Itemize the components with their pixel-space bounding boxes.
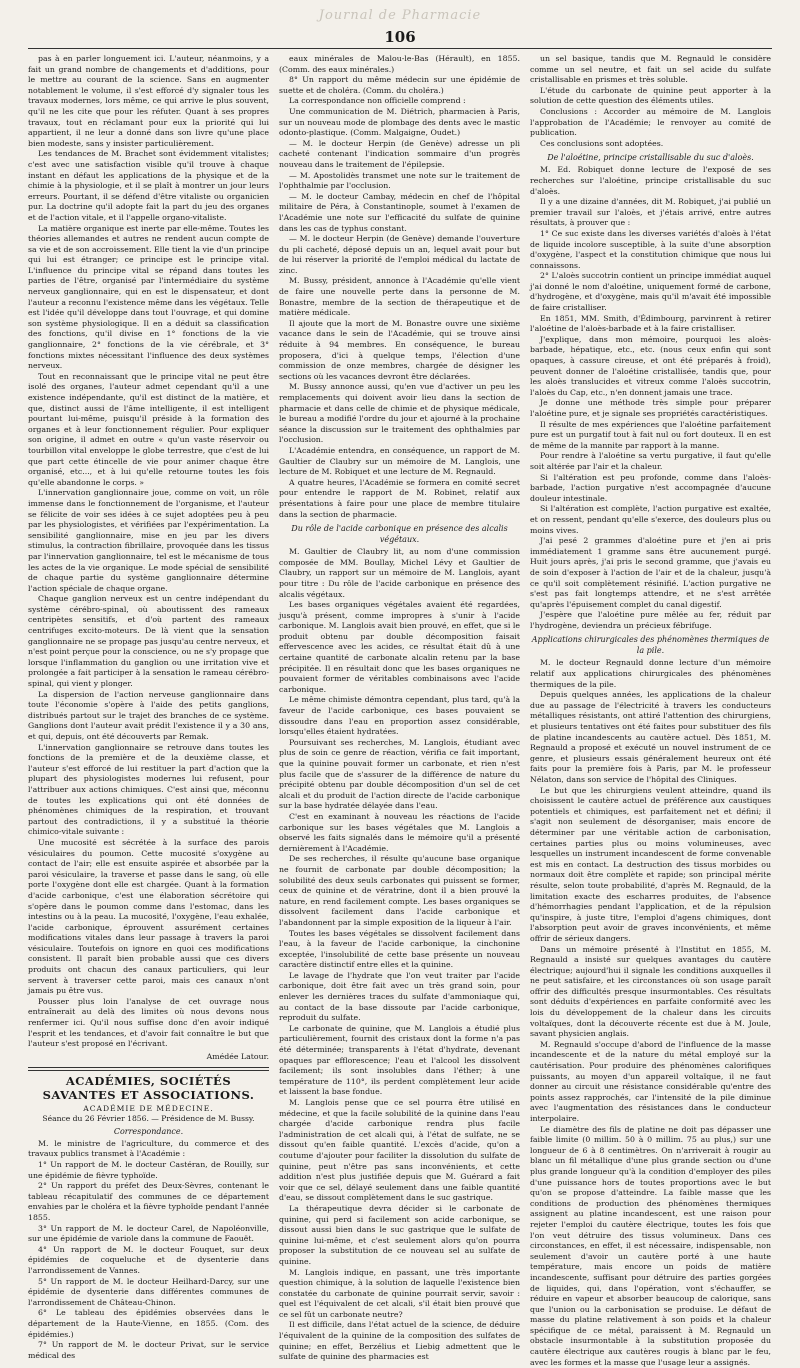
header-rule <box>28 48 772 49</box>
column-3 <box>530 54 771 1367</box>
paragraph: C'est en examinant à nouveau les réactions de l'acide carbonique sur les bases végétales que M. Langlois a observé les faits signalés dans le mémoire qu'il a présenté dernièrement à l'Académie. <box>279 811 520 853</box>
paragraph: Chaque ganglion nerveux est un centre indépendant du système cérébro-spinal, où aboutissent des rameaux centripètes sensitifs, et d'où partent des rameaux centrifuges excito-moteurs. De là vient que la sensation ganglionnaire ne se propage pas jusqu'au centre nerveux, et n'est point perçue pour la conscience, ou ne s'y propage que lorsque l'inflammation du ganglion ou une irritation vive et prolongée a fait participer à la sensation le rameau cérébro-spinal, qui vient y plonger. <box>28 594 269 689</box>
paragraph: 5° Un rapport de M. le docteur Heilhard-Darcy, sur une épidémie de dysenterie dans différentes communes de l'arrondissement de Château-Chinon. <box>28 1276 269 1307</box>
paragraph: — M. le docteur Herpin (de Genève) adresse un pli cacheté contenant l'indication sommaire d'un progrès nouveau dans le traitement de l'épilepsie. <box>279 138 520 169</box>
paragraph: un sel basique, tandis que M. Regnauld le considère comme un sel neutre, et fait un sel acide du sulfate cristallisable en prismes et très soluble. <box>530 54 771 85</box>
paragraph: La thérapeutique devra décider si le carbonate de quinine, qui perd si facilement son acide carbonique, se dissout aussi bien dans le suc gastrique que le sulfate de quinine lui-même, et c'est seulement alors qu'on pourra proposer la substitution de ce nouveau sel au sulfate de quinine. <box>279 1203 520 1266</box>
paragraph: 8° Un rapport du même médecin sur une épidémie de suette et de choléra. (Comm. du choléra.) <box>279 75 520 95</box>
paragraph: 6° Le tableau des épidémies observées dans le département de la Haute-Vienne, en 1855. (Com. des épidémies.) <box>28 1308 269 1339</box>
paragraph: — M. le docteur Herpin (de Genève) demande l'ouverture du pli cacheté, déposé depuis un an, lequel avait pour but de lui réserver la priorité de l'emploi médical du lactate de zinc. <box>279 234 520 275</box>
paragraph: Poursuivant ses recherches, M. Langlois, étudiant avec plus de soin ce genre de réaction, vérifia ce fait important, que la quinine pouvait former un carbonate, et rien n'est plus facile que de s'assurer de la différence de nature du précipité obtenu par double décomposition d'un sel de cet alcali et du produit de l'action directe de l'acide carbonique sur la base hydratée délayée dans l'eau. <box>279 737 520 811</box>
paragraph: Les tendances de M. Brachet sont évidemment vitalistes; c'est avec une satisfaction visible qu'il trouve à chaque instant en défaut les applications de la physique et de la chimie à la physiologie, et il se plaît à montrer un jour leurs erreurs. Pourtant, il se défend d'être vitaliste ou organicien pur. La doctrine qu'il adopte fait la part du jeu des organes et de l'action vitale, et il l'appelle organo-vitaliste. <box>28 149 269 222</box>
page-number: 106 <box>384 28 416 46</box>
paragraph: Le lavage de l'hydrate que l'on veut traiter par l'acide carbonique, doit être fait avec un très grand soin, pour enlever les dernières traces du sulfate d'ammoniaque qui, au contact de la base dissoute par l'acide carbonique, reproduit du sulfate. <box>279 970 520 1023</box>
column-1 <box>28 54 269 1360</box>
paragraph: Le carbonate de quinine, que M. Langlois a étudié plus particulièrement, fournit des cristaux dont la forme n'a pas été déterminée; transparents à l'état d'hydrate, devenant opaques par efflorescence; l'eau et l'alcool les dissolvent facilement; ils sont insolubles dans l'éther; à une température de 110°, ils perdent complètement leur acide et laissent la base fondue. <box>279 1023 520 1097</box>
paragraph: M. le ministre de l'agriculture, du commerce et des travaux publics transmet à l'Académie : <box>28 1138 269 1159</box>
paragraph: M. Regnauld s'occupe d'abord de l'influence de la masse incandescente et de la nature du métal employé sur la cautérisation. Pour produire des phénomènes calorifiques puissants, au moyen d'un appareil voltaïque, il ne faut donner au circuit une résistance considérable qu'entre des points assez rapprochés, car l'intensité de la pile diminue avec l'augmentation des résistances dans le conducteur interpolaire. <box>530 1039 771 1123</box>
paragraph: 1° Ce suc existe dans les diverses variétés d'aloès à l'état de liquide incolore susceptible, à la suite d'une absorption d'oxygène, l'aspect et la constitution chimique que nous lui connaissons. <box>530 228 771 270</box>
paragraph: La matière organique est inerte par elle-même. Toutes les théories allemandes et autres ne rendent aucun compte de sa vie et de son accroissement. Elle tient la vie d'un principe qui lui est étranger; ce principe est le principe vital. L'influence du principe vital se répand dans toutes les parties de l'être, organisé par l'intermédiaire du système nerveux ganglionnaire, qui en est le dispensateur, et dont l'auteur a reconnu l'existence même dans les végétaux. Telle est l'idée qu'il développe dans tout l'ouvrage, et qui domine son système physiologique. Il en a déduit sa classification des fonctions, qu'il divise en 1° fonctions de la vie ganglionnaire, 2° fonctions de la vie cérébrale, et 3° fonctions mixtes nécessitant l'influence des deux systèmes nerveux. <box>28 223 269 371</box>
paragraph: Tout en reconnaissant que le principe vital ne peut être isolé des organes, l'auteur admet cependant qu'il a une existence indépendante, qu'il est distinct de la matière, et que, distinct aussi de l'âme intelligente, il est intelligent pourtant lui-même, puisqu'il préside à la formation des organes et à leur fonctionnement régulier. Pour expliquer son origine, il admet en outre « qu'un vaste réservoir ou tourbillon vital enveloppe le globe terrestre, que c'est de lui que part cette étincelle de vie pour animer chaque être organisé, etc..., et à lui qu'elle retourne toutes les fois qu'elle abandonne le corps. » <box>28 371 269 487</box>
subsection-heading: Applications chirurgicales des phénomènes thermiques de la pile. <box>531 635 770 656</box>
subsection-heading: Du rôle de l'acide carbonique en présence des alcalis végétaux. <box>291 524 508 545</box>
subsection-heading: Correspondance. <box>113 1126 184 1136</box>
column-2 <box>279 54 520 1362</box>
paragraph: 1° Un rapport de M. le docteur Castéran, de Rouilly, sur une épidémie de fièvre typhoïde. <box>28 1160 269 1180</box>
paragraph: Les bases organiques végétales avaient été regardées, jusqu'à présent, comme impropres à s'unir à l'acide carbonique. M. Langlois avait bien prouvé, en effet, que si le produit obtenu par double décomposition faisait effervescence avec les acides, ce résultat était dû à une certaine quantité de carbonate alcalin retenu par la base précipitée. Il en résultait donc que les bases organiques ne pouvaient former de véritables combinaisons avec l'acide carbonique. <box>279 600 520 694</box>
section-title: ACADÉMIES, SOCIÉTÉS SAVANTES ET ASSOCIATIONS. <box>42 1073 255 1102</box>
paragraph: 3° Un rapport de M. le docteur Carel, de Napoléonville, sur une épidémie de variole dans la commune de Faouët. <box>28 1223 269 1244</box>
paragraph: Il y a une dizaine d'années, dit M. Robiquet, j'ai publié un premier travail sur l'aloès, et j'étais arrivé, entre autres résultats, à prouver que : <box>530 197 771 228</box>
show-through-header: Journal de Pharmacie <box>318 8 482 23</box>
paragraph: — M. le docteur Cambay, médecin en chef de l'hôpital militaire de Péra, à Constantinople, soumet à l'examen de l'Académie une note sur l'efficacité du sulfate de quinine dans les cas de typhus constant. <box>279 191 520 233</box>
paragraph: eaux minérales de Malou-le-Bas (Hérault), en 1855. (Comm. des eaux minérales.) <box>279 54 520 74</box>
paragraph: M. Langlois pense que ce sel pourra être utilisé en médecine, et que la facile solubilité de la quinine dans l'eau chargée d'acide carbonique rendra plus facile l'administration de cet alcali qui, à l'état de sulfate, ne se dissout qu'en faible quantité. L'excès d'acide, qu'on a coutume d'ajouter pour faciliter la dissolution du sulfate de quinine, peut n'être pas sans inconvénients, et cette addition n'est plus justifiée depuis que M. Guérard a fait voir que ce sel, délayé seulement dans une faible quantité d'eau, se dissout complètement dans le suc gastrique. <box>279 1098 520 1203</box>
paragraph: L'Académie entendra, en conséquence, un rapport de M. Gaultier de Claubry sur un mémoire de M. Langlois, une lecture de M. Robiquet et une lecture de M. Regnauld. <box>279 445 520 477</box>
columns <box>28 54 772 1367</box>
paragraph: 7° Un rapport de M. le docteur Privat, sur le service médical des <box>28 1340 269 1360</box>
paragraph: La correspondance non officielle comprend : <box>289 96 466 106</box>
paragraph: Une mucosité est sécrétée à la surface des parois vésiculaires du poumon. Cette mucosité s'oxygène au contact de l'air; elle est ensuite aspirée et absorbée par la paroi vésiculaire, la traverse et passe dans le sang, où elle porte l'oxygène dont elle est chargée. Quant à la formation d'acide carbonique, c'est une élaboration sécrétoire qui s'opère dans le poumon comme dans l'estomac, dans les intestins ou à la peau. La mucosité, l'oxygène, l'eau exhalée, l'acide carbonique, éprouvent assurément certaines modifications vitales dans leur passage à travers la paroi vésiculaire. Toutefois on ignore en quoi ces modifications consistent. Il paraît bien probable aussi que ces divers produits ont chacun des canaux particuliers, qui leur servent à traverser cette paroi, mais ces canaux n'ont jamais pu être vus. <box>28 837 269 996</box>
paragraph: De ses recherches, il résulte qu'aucune base organique ne fournit de carbonate par double décomposition; la solubilité des deux seuls carbonates qui puissent se former, ceux de quinine et de vératrine, dont il a bien prouvé la nature, en rend facilement compte. Les bases organiques se dissolvent facilement dans l'acide carbonique et l'abandonnent par la simple exposition de la liqueur à l'air. <box>279 854 520 927</box>
paragraph: La dispersion de l'action nerveuse ganglionnaire dans toute l'économie s'opère à l'aide des petits ganglions, distribués partout sur le trajet des branches de ce système. Ganglions dont l'auteur avait prédit l'existence il y a 30 ans, et qui, depuis, ont été découverts par Remak. <box>28 689 269 741</box>
paragraph: L'étude du carbonate de quinine peut apporter à la solution de cette question des éléments utiles. <box>530 85 771 106</box>
paragraph: Conclusions : Accorder au mémoire de M. Langlois l'approbation de l'Académie; le renvoyer au comité de publication. <box>530 106 771 138</box>
section-rule <box>28 1070 269 1071</box>
paragraph: En 1851, MM. Smith, d'Édimbourg, parvinrent à retirer l'aloétine de l'aloès-barbade et à la faire cristalliser. <box>530 313 771 334</box>
paragraph: J'espère que l'aloétine pure mêlée au fer, réduit par l'hydrogène, deviendra un précieux fébrifuge. <box>530 610 771 630</box>
paragraph: J'ai pesé 2 grammes d'aloétine pure et j'en ai pris immédiatement 1 gramme sans être aucunement purgé. Huit jours après, j'ai pris le second gramme, que j'avais eu de soin d'exposer à l'action de l'air et de la chaleur, jusqu'à ce qu'il soit complètement résinifié. L'action purgative ne s'est pas fait longtemps attendre, et ne s'est arrêtée qu'après l'épuisement complet du canal digestif. <box>530 536 771 609</box>
paragraph: Il résulte de mes expériences que l'aloétine parfaitement pure est un purgatif tout à fait nul ou fort douteux. Il en est de même de la mannite par rapport à la manne. <box>530 419 771 450</box>
paragraph: M. Bussy annonce aussi, qu'en vue d'activer un peu les remplacements qui doivent avoir lieu dans la section de pharmacie et dans celle de chimie et de physique médicale, le bureau a modifié l'ordre du jour et ajourné à la prochaine séance la discussion sur le traitement des ophthalmies par l'occlusion. <box>279 382 520 445</box>
paragraph: M. le docteur Regnauld donne lecture d'un mémoire relatif aux applications chirurgicales des phénomènes thermiques de la pile. <box>530 658 771 689</box>
paragraph: Ces conclusions sont adoptées. <box>540 138 664 148</box>
paragraph: Si l'altération est peu profonde, comme dans l'aloès-barbade, l'action purgative n'est accompagnée d'aucune douleur intestinale. <box>530 472 771 503</box>
paragraph: L'innervation ganglionnaire joue, comme on voit, un rôle immense dans le fonctionnement de l'organisme, et l'auteur se félicite de voir ses idées à ce sujet adoptées peu à peu par les physiologistes, et vérifiées par l'expérimentation. La sensibilité ganglionnaire, mise en jeu par les divers stimulus, la contraction fibrillaire, provoquée dans les tissus par l'innervation ganglionnaire, tel est le mécanisme de tous les actes de la vie organique. Le mode spécial de sensibilité de chaque partie du système ganglionnaire détermine l'action spéciale de chaque organe. <box>28 488 269 593</box>
paragraph: Il est difficile, dans l'état actuel de la science, de déduire l'équivalent de la quinine de la composition des sulfates de quinine; en effet, Berzélius et Liebig admettent que le sulfate de quinine des pharmacies est <box>279 1320 520 1362</box>
paragraph: M. Gaultier de Claubry lit, au nom d'une commission composée de MM. Boullay, Michel Lévy et Gaultier de Claubry, un rapport sur un mémoire de M. Langlois, ayant pour titre : Du rôle de l'acide carbonique en présence des alcalis végétaux. <box>279 547 520 599</box>
paragraph: — M. Apostolidès transmet une note sur le traitement de l'ophthalmie par l'occlusion. <box>279 170 520 191</box>
academy-heading: ACADÉMIE DE MÉDECINE. <box>83 1103 214 1113</box>
paragraph: M. Bussy, président, annonce à l'Académie qu'elle vient de faire une nouvelle perte dans la personne de M. Bonastre, membre de la section de thérapeutique et de matière médicale. <box>279 276 520 318</box>
subsection-heading: De l'aloétine, principe cristallisable du suc d'aloès. <box>547 153 754 163</box>
paragraph: Pousser plus loin l'analyse de cet ouvrage nous entraînerait au delà des limites où nous devons nous renfermer ici. Qu'il nous suffise donc d'en avoir indiqué l'esprit et les tendances, et d'avoir fait connaître le but que l'auteur s'est proposé en l'écrivant. <box>28 996 269 1049</box>
paragraph: Le diamètre des fils de platine ne doit pas dépasser une faible limite (0 millim. 50 à 0 millim. 75 au plus,) sur une longueur de 6 à 8 centimètres. On n'arriverait à rougir au blanc un fil métallique d'une plus grande section ou d'une plus grande longueur qu'à la condition d'employer des piles d'une puissance hors de toutes proportions avec le but qu'on se propose d'atteindre. La faible masse que les conditions de production des phénomènes thermiques assignent au platine incandescent, est une raison pour rejeter l'emploi du cautère électrique, toutes les fois que l'on veut détruire des tissus volumineux. Dans ces circonstances, en effet, il est nécessaire, indispensable, non seulement d'avoir un cautère porté à une haute température, mais encore un poids de matière incandescente, suffisant pour détruire des parties gorgées de liquides, qui, dans l'opération, vont s'échauffer, se réduire en vapeur et absorber beaucoup de calorique, sans que l'union ou la carbonisation se produise. Le défaut de masse du platine relativement à son poids et la chaleur spécifique de ce métal, paraissent à M. Regnauld un obstacle insurmontable à la substitution proposée du cautère électrique aux cautères rougis à blanc par le feu, avec les formes et la masse que l'usage leur a assignés. <box>530 1124 771 1367</box>
paragraph: 2° Un rapport du préfet des Deux-Sèvres, contenant le tableau récapitulatif des communes de ce département envahies par le choléra et la fièvre typhoïde pendant l'année 1855. <box>28 1181 269 1222</box>
paragraph: 2° L'aloès succotrin contient un principe immédiat auquel j'ai donné le nom d'aloétine, uniquement formé de carbone, d'hydrogène, et d'oxygène, mais qu'il m'avait été impossible de faire cristalliser. <box>530 271 771 313</box>
paragraph: 4° Un rapport de M. le docteur Fouquet, sur deux épidémies de coqueluche et de dysenterie dans l'arrondissement de Vannes. <box>28 1244 269 1275</box>
paragraph: Depuis quelques années, les applications de la chaleur due au passage de l'électricité à travers les conducteurs métalliques résistants, ont attiré l'attention des chirurgiens, et plusieurs tentatives ont été faites pour substituer des fils de platine incandescents au cautère actuel. Dès 1851, M. Regnauld a proposé et exécuté un nouvel instrument de ce genre, et plusieurs essais généralement heureux ont été faits pour la première fois à Paris, par M. le professeur Nélaton, dans son service de l'hôpital des Cliniques. <box>530 690 771 784</box>
section-rule <box>28 1067 269 1068</box>
paragraph: Je donne une méthode très simple pour préparer l'aloétine pure, et je signale ses propriétés caractéristiques. <box>530 398 771 418</box>
paragraph: L'innervation ganglionnaire se retrouve dans toutes les fonctions de la première et de la deuxième classe, et l'auteur s'est efforcé de lui restituer la part d'action que la plupart des physiologistes modernes lui refusent, pour l'attribuer aux actions chimiques. C'est ainsi que, méconnu de toutes les explications qui ont été données de phénomènes chimiques de la respiration, et trouvant partout des contradictions, il y a substitué la théorie chimico-vitale suivante : <box>28 742 269 837</box>
paragraph: Il ajoute que la mort de M. Bonastre ouvre une sixième vacance dans le sein de l'Académie, qui se trouve ainsi réduite à 94 membres. En conséquence, le bureau proposera, d'ici à quelque temps, l'élection d'une commission de onze membres, chargée de désigner les sections où les vacances devront être déclarées. <box>279 318 520 381</box>
paragraph: Pour rendre à l'aloétine sa vertu purgative, il faut qu'elle soit altérée par l'air et la chaleur. <box>530 451 771 471</box>
session-line: Séance du 26 Février 1856. — Présidence de M. Bussy. <box>42 1113 255 1123</box>
paragraph: Toutes les bases végétales se dissolvent facilement dans l'eau, à la faveur de l'acide carbonique, la cinchonine exceptée, l'insolubilité de cette base présente un nouveau caractère distinctif entre elles et la quinine. <box>279 928 520 970</box>
author-signature: Amédée Latour. <box>206 1051 269 1061</box>
paragraph: Le but que les chirurgiens veulent atteindre, quand ils choisissent le cautère actuel de préférence aux caustiques potentiels et chimiques, est parfaitement net et défini; il s'agit non seulement de désorganiser, mais encore de déterminer par une véritable action de carbonisation, certaines parties plus ou moins volumineuses, avec lesquelles un instrument incandescent de forme convenable est mis en contact. La destruction des tissus morbides ou normaux doit être complète et rapide; son principal mérite résulte, selon toute probabilité, d'après M. Regnauld, de la limitation exacte des escharres produites, de l'absence d'hémorrhagies pendant l'application, et de la répulsion qu'inspire, à juste titre, l'emploi d'agens chimiques, dont l'absorption peut avoir de graves inconvénients, et même offrir de sérieux dangers. <box>530 785 771 943</box>
paragraph: Dans un mémoire présenté à l'Institut en 1855, M. Regnauld a insisté sur quelques avantages du cautère électrique; aujourd'hui il signale les conditions auxquelles il ne peut satisfaire, et les circonstances où son usage paraît offrir des difficultés presque insurmontables. Ces résultats sont déduits d'expériences en parfaite conformité avec les lois du développement de la chaleur dans les circuits voltaïques, dont la découverte récente est due à M. Joule, savant physicien anglais. <box>530 944 771 1039</box>
paragraph: J'explique, dans mon mémoire, pourquoi les aloès-barbade, hépatique, etc., etc. (nous ceux enfin qui sont opaques, à cassure cireuse, et ont été préparés à froid), peuvent donner de l'aloétine cristallisée, tandis que, pour les aloès translucides et vitreux comme l'aloès succotrin, l'aloès du Cap, etc., n'en donnent jamais une trace. <box>530 334 771 397</box>
paragraph: Une communication de M. Diétrich, pharmacien à Paris, sur un nouveau mode de plombage des dents avec le mastic odonto-plastique. (Comm. Malgaigne, Oudet.) <box>279 106 520 138</box>
paragraph: M. Langlois indique, en passant, une très importante question chimique, à la solution de laquelle l'existence bien constatée du carbonate de quinine pourrait servir, savoir : quel est l'équivalent de cet alcali, s'il était bien prouvé que ce sel fût un carbonate neutre? <box>279 1267 520 1319</box>
paragraph: M. Ed. Robiquet donne lecture de l'exposé de ses recherches sur l'aloétine, principe cristallisable du suc d'aloès. <box>530 165 771 196</box>
paragraph: pas à en parler longuement ici. L'auteur, néanmoins, y a fait un grand nombre de changements et d'additions, pour le mettre au courant de la science. Sans en augmenter notablement le volume, il s'est efforcé d'y signaler tous les travaux modernes, lors même, ce qui arrive le plus souvent, qu'il ne les cite que pour les réfuter. Quant à ses propres travaux, tout en réclamant pour eux la priorité qui lui appartient, il ne leur a donné dans son livre qu'une place bien modeste, sans y insister particulièrement. <box>28 54 269 148</box>
paragraph: A quatre heures, l'Académie se formera en comité secret pour entendre le rapport de M. Robinet, relatif aux présentations à faire pour une place de membre titulaire dans la section de pharmacie. <box>279 477 520 519</box>
paragraph: Si l'altération est complète, l'action purgative est exaltée, et on ressent, pendant qu'elle s'exerce, des douleurs plus ou moins vives. <box>530 504 771 535</box>
paragraph: Le même chimiste démontra cependant, plus tard, qu'à la faveur de l'acide carbonique, ces bases pouvaient se dissoudre dans l'eau en proportion assez considérable, lorsqu'elles étaient hydratées. <box>279 695 520 737</box>
